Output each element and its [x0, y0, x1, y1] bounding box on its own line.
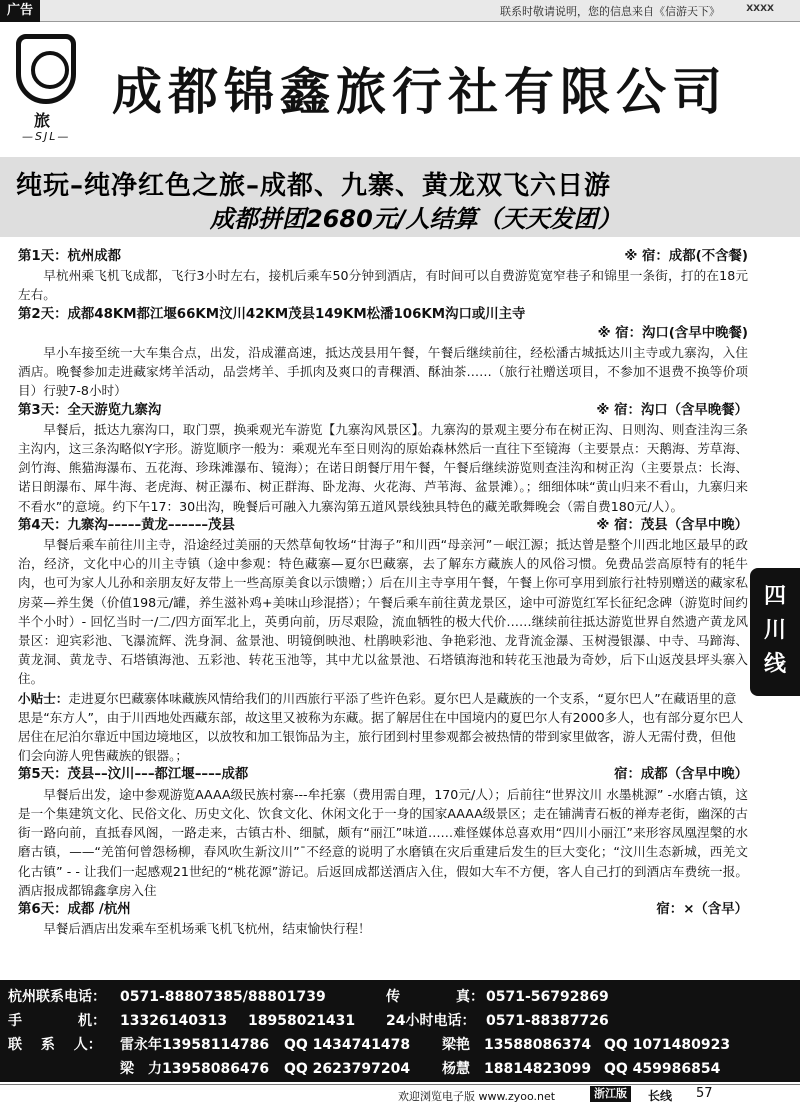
contact-qq[interactable]: QQ 1071480923: [604, 1037, 731, 1053]
day-3: [18, 401, 748, 516]
day-stay: 宿：×（含早）: [656, 901, 748, 917]
contact-label: 手 机：: [8, 1013, 106, 1029]
day-stay: ※ 宿：沟口（含早晚餐）: [596, 402, 748, 418]
contact-qq[interactable]: QQ 2623797204: [284, 1061, 411, 1077]
contact-label: 24小时电话：: [386, 1013, 476, 1029]
day-stay: 宿：成都（含早中晚）: [614, 767, 748, 783]
day-6: [18, 900, 748, 938]
logo-code: —SJL—: [22, 130, 71, 143]
company-logo: [14, 34, 80, 146]
company-header: [0, 24, 800, 156]
tour-title: 纯玩–纯净红色之旅–成都、九寨、黄龙双飞六日游: [16, 171, 612, 201]
ad-tag: 广告: [0, 0, 40, 22]
top-notice: 联系时敬请说明，您的信息来自《信游天下》: [500, 5, 720, 18]
page-footer: [0, 1084, 800, 1103]
tip-label: 小贴士：: [18, 690, 69, 706]
day-description: 早餐后酒店出发乘车至机场乘飞机飞杭州，结束愉快行程！: [43, 921, 371, 937]
edition-badge: 浙江版: [590, 1086, 631, 1102]
contact-qq[interactable]: QQ 1434741478: [284, 1037, 411, 1053]
contact-person[interactable]: 梁 力13958086476: [120, 1061, 270, 1077]
seal-icon: [16, 34, 76, 104]
day-heading: 第2天：成都48KM都江堰66KM汶川42KM茂县149KM松潘106KM沟口或川主寺: [18, 306, 526, 322]
company-name: 成都锦鑫旅行社有限公司: [112, 62, 728, 121]
contact-label: 传 真：: [386, 989, 484, 1005]
title-band: [0, 157, 800, 237]
region-tab-char: 四: [763, 584, 786, 609]
contact-person[interactable]: 梁艳 13588086374: [442, 1037, 592, 1053]
contact-block: [0, 980, 800, 1082]
day-5: [18, 765, 748, 899]
contact-label: 联 系 人：: [8, 1037, 102, 1053]
contact-person[interactable]: 杨慧 18814823099: [442, 1061, 592, 1077]
day-stay: ※ 宿：茂县（含早中晚）: [596, 517, 748, 533]
region-tab-char: 线: [763, 652, 786, 677]
day-heading: 第5天：茂县––汶川–––都江堰––––成都: [18, 767, 249, 783]
hotline-number[interactable]: 0571-88387726: [486, 1013, 609, 1029]
day-stay: ※ 宿：成都(不含餐): [624, 249, 748, 264]
mobile-number[interactable]: 18958021431: [248, 1013, 356, 1029]
day-description: 早餐后出发，途中参观游览AAAA级民族村寨---牟托寨（费用需自理，170元/人）；后前往“世界汶川 水墨桃源” -水磨古镇，这是一个集建筑文化、民俗文化、历史文化、饮食文化、休闲文化于一身的国家AAAA级景区；走在铺满青石板的禅寿老街，幽深的古街一路向前，直抵春风阁，一路走来，古镇古朴、细腻，颇有“丽江”味道……难怪媒体总喜欢用“四川小丽江”来形容凤凰涅槃的水磨古镇，——“羌笛何曾怨杨柳，春风吹生新汶川”¯不经意的说明了水磨镇在灾后重建后发生的巨大变化；“汶川生态新城，西羌文化古镇” - - 让我们一起感观21世纪的“桃花源”游记。后返回成都送酒店入住，假如大车不方便，客人自己打的到酒店车费统一报。酒店报成都锦鑫拿房入住: [18, 786, 748, 898]
day-stay: ※ 宿：沟口(含早中晚餐): [597, 325, 748, 341]
tip-box: [18, 689, 748, 766]
footer-url[interactable]: 欢迎浏览电子版 www.zyoo.net: [398, 1090, 556, 1103]
publisher-logo: XXXX: [746, 4, 774, 14]
itinerary: [18, 247, 748, 938]
day-description: 早餐后乘车前往川主寺，沿途经过美丽的天然草甸牧场“甘海子”和川西“母亲河”－岷江源；抵达曾是整个川西北地区最早的政治，经济，文化中心的川主寺镇（途中参观：特色藏寨—夏尔巴藏寨，去了解东方藏族人的风俗习惯。免费品尝高原特有的牦牛肉，也可为家人儿孙和亲朋友好友带上一些高原美食以示馈赠；）后在川主寺享用午餐，午餐上你可享用到旅行社特别赠送的藏家私房菜—养生煲（价值198元/罐，养生滋补鸡+美味山珍混搭）；午餐后乘车前往黄龙景区，途中可游览红军长征纪念碑（游览时间约半个小时）- 回忆当时一/二/四方面军北上，英勇向前，历尽艰险，流血牺牲的极大代价……继续前往抵达游览世界自然遗产黄龙风景区：迎宾彩池、飞瀑流辉、洗身洞、盆景池、明镜倒映池、杜鹃映彩池、争艳彩池、龙背流金瀑、玉树漫银瀑、中寺、马蹄海、黄龙洞、黄龙寺、石塔镇海池、五彩池、转花玉池等，其中尤以盆景池、石塔镇海池和转花玉池最为奇妙，后下山返茂县坪头寨入住。: [18, 537, 748, 687]
day-1: [18, 247, 748, 305]
phone-number[interactable]: 0571-88807385/88801739: [120, 989, 326, 1005]
day-heading: 第4天：九寨沟–––––黄龙––––––茂县: [18, 517, 235, 533]
day-heading: 第1天：杭州成都: [18, 249, 122, 264]
tip-text: 走进夏尔巴藏寨体味藏族风情给我们的川西旅行平添了些许色彩。夏尔巴人是藏族的一个支系，“夏尔巴人”在藏语里的意思是“东方人”，由于川西地处西藏东部，故这里又被称为东藏。据了解居住在中国境内的夏巴尔人有2000多人，也有部分夏尔巴人居住在尼泊尔靠近中国边境地区，以放牧和加工银饰品为主，旅行团到村里参观都会被热情的带到家里做客，游人无需付费，但他们会向游人兜售藏族的银器。；: [18, 690, 744, 764]
contact-person[interactable]: 雷永年13958114786: [120, 1037, 270, 1053]
logo-character: 旅: [34, 111, 51, 130]
page-number: 57: [696, 1086, 713, 1101]
day-2: [18, 305, 748, 401]
mobile-number[interactable]: 13326140313: [120, 1013, 228, 1029]
contact-qq[interactable]: QQ 459986854: [604, 1061, 721, 1077]
price-line: 成都拼团2680元/人结算（天天发团）: [210, 205, 622, 233]
section-label: 长线: [648, 1089, 673, 1103]
contact-label: 杭州联系电话：: [8, 989, 106, 1005]
region-tab: [750, 568, 800, 696]
day-heading: 第6天：成都 /杭州: [18, 901, 131, 917]
day-description: 早杭州乘飞机飞成都，飞行3小时左右，接机后乘车50分钟到酒店，有时间可以自费游览宽窄巷子和锦里一条街，打的在18元左右。: [18, 268, 748, 303]
day-description: 早餐后，抵达九寨沟口，取门票，换乘观光车游览【九寨沟风景区】。九寨沟的景观主要分布在树正沟、日则沟、则查洼沟三条主沟内，这三条沟略似Y字形。游览顺序一般为：乘观光车至日则沟的原始森林然后一直往下至镜海（主要景点：天鹅海、芳草海、剑竹海、熊猫海瀑布、五花海、珍珠滩瀑布、镜海）；在诺日朗餐厅用午餐，午餐后继续游览则查洼沟和树正沟（主要景点：长海、诺日朗瀑布、犀牛海、老虎海、树正瀑布、树正群海、卧龙海、火花海、芦苇海、盆景滩）。；细细体味“黄山归来不看山，九寨归来不看水”的意境。约下午17：30出沟，晚餐后可融入九寨沟第五道风景线独具特色的藏羌歌舞晚会（需自费180元/人）。: [18, 421, 748, 514]
day-4: [18, 516, 748, 689]
region-tab-char: 川: [763, 618, 786, 643]
day-description: 早小车接至统一大车集合点，出发，沿成灌高速，抵达茂县用午餐，午餐后继续前往，经松潘古城抵达川主寺或九寨沟，入住酒店。晚餐参加走进藏家烤羊活动，品尝烤羊、手抓肉及爽口的青稞酒、酥油茶……（旅行社赠送项目，不参加不退费不换等价项目）行驶7-8小时）: [18, 345, 748, 399]
day-heading: 第3天：全天游览九寨沟: [18, 402, 162, 418]
top-strip: [0, 0, 800, 22]
fax-number: 0571-56792869: [486, 989, 609, 1005]
